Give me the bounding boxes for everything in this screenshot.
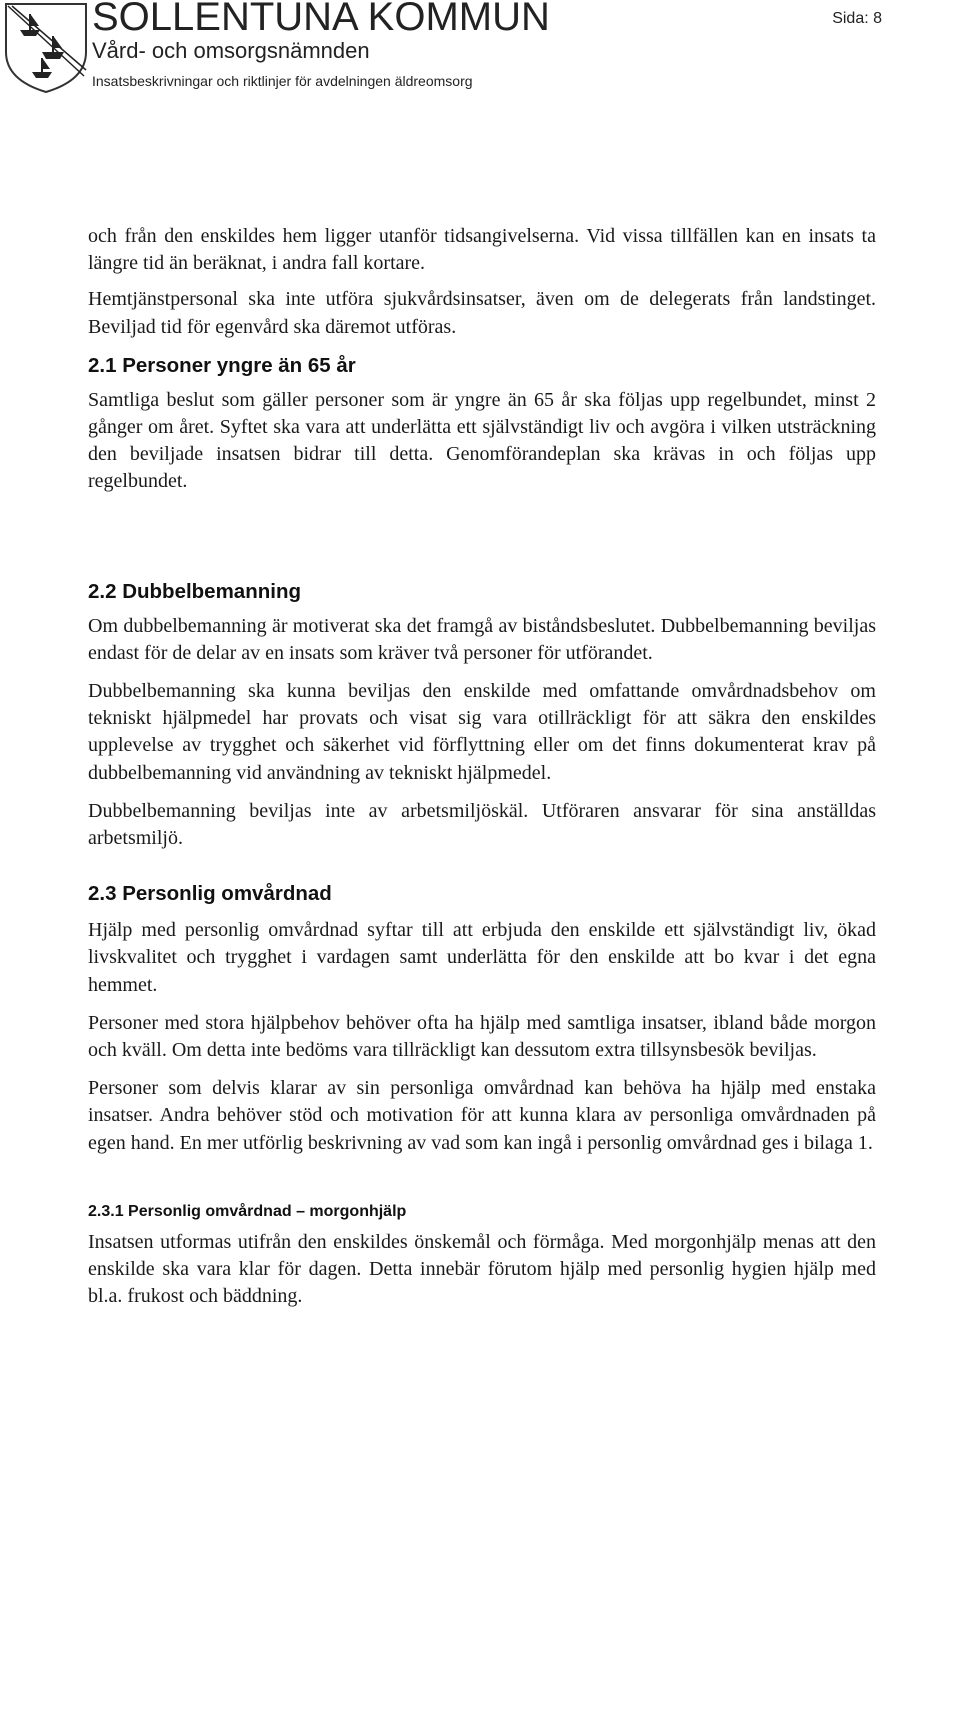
body-paragraph: Hjälp med personlig omvårdnad syftar till att erbjuda den enskilde ett självständigt liv, ökad livskvalitet och trygghet i vardagen samt underlätta för den enskilde att bo kvar i det egna hemmet. [88, 919, 876, 996]
coat-of-arms-logo [2, 0, 88, 94]
page-number: Sida: 8 [832, 10, 882, 27]
section-heading: 2.1 Personer yngre än 65 år [88, 353, 356, 377]
body-paragraph: Insatsen utformas utifrån den enskildes önskemål och förmåga. Med morgonhjälp menas att den enskilde ska vara klar för dagen. Detta innebär förutom hjälp med personlig hygien hjälp med bl.a. frukost och bäddning. [88, 1230, 876, 1308]
board-name: Vård- och omsorgsnämnden [92, 38, 370, 63]
section-heading: 2.2 Dubbelbemanning [88, 579, 301, 603]
body-paragraph: Dubbelbemanning ska kunna beviljas den enskilde med omfattande omvårdnadsbehov om tekniskt hjälpmedel har provats och visat sig vara otillräckligt för att säkra den enskildes upplevelse av trygghet och säkerhet vid förflyttning eller om det finns dokumenterat krav på dubbelbemanning vid användning av tekniskt hjälpmedel. [88, 680, 876, 784]
body-paragraph: Personer med stora hjälpbehov behöver ofta ha hjälp med samtliga insatser, ibland både morgon och kväll. Om detta inte bedöms vara tillräckligt kan dessutom extra tillsynsbesök beviljas. [88, 1011, 876, 1062]
body-paragraph: Om dubbelbemanning är motiverat ska det framgå av biståndsbeslutet. Dubbelbemanning beviljas endast för de delar av en insats som kräver två personer för utförandet. [88, 614, 876, 664]
section-heading: 2.3 Personlig omvårdnad [88, 882, 332, 906]
body-paragraph: Dubbelbemanning beviljas inte av arbetsmiljöskäl. Utföraren ansvarar för sina anställdas arbetsmiljö. [88, 799, 876, 850]
organization-name: SOLLENTUNA KOMMUN [92, 0, 550, 39]
document-subtitle: Insatsbeskrivningar och riktlinjer för avdelningen äldreomsorg [92, 73, 473, 89]
subsection-heading: 2.3.1 Personlig omvårdnad – morgonhjälp [88, 1202, 407, 1220]
body-paragraph: och från den enskildes hem ligger utanför tidsangivelserna. Vid vissa tillfällen kan en insats ta längre tid än beräknat, i andra fall kortare. [88, 225, 876, 275]
body-paragraph: Personer som delvis klarar av sin personliga omvårdnad kan behöva ha hjälp med enstaka insatser. Andra behöver stöd och motivation för att kunna klara av personliga omvårdnaden på egen hand. En mer utförlig beskrivning av vad som kan ingå i personlig omvårdnad ges i bilaga 1. [88, 1077, 876, 1154]
document-body [88, 223, 876, 1310]
body-paragraph: Samtliga beslut som gäller personer som är yngre än 65 år ska följas upp regelbundet, minst 2 gånger om året. Syftet ska vara att underlätta ett självständigt liv och avgöra i vilken utsträckning den beviljade insatsen bidrar till detta. Genomförandeplan ska krävas in och följas upp regelbundet. [88, 388, 876, 493]
body-paragraph: Hemtjänstpersonal ska inte utföra sjukvårdsinsatser, även om de delegerats från landstinget. Beviljad tid för egenvård ska däremot utföras. [88, 288, 876, 338]
